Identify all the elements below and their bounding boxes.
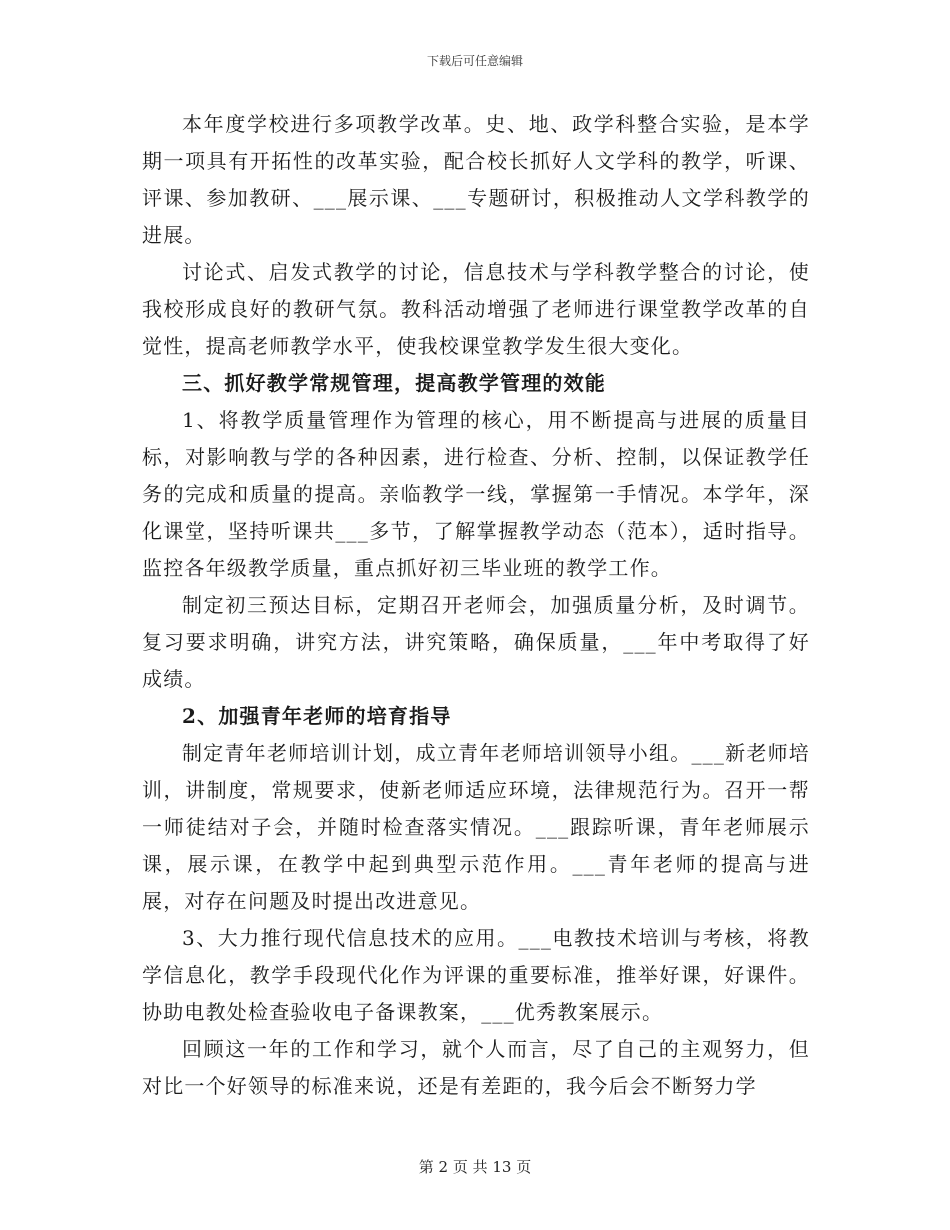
paragraph-5: 制定青年老师培训计划，成立青年老师培训领导小组。___新老师培训，讲制度，常规要求，使新老师适应环境，法律规范行为。召开一帮一师徒结对子会，并随时检查落实情况。___跟踪听课，青年老师展示课，展示课，在教学中起到典型示范作用。___青年老师的提高与进展，对存在问题及时提出改进意见。 <box>142 741 810 913</box>
paragraph-1: 本年度学校进行多项教学改革。史、地、政学科整合实验，是本学期一项具有开拓性的改革实验，配合校长抓好人文学科的教学，听课、评课、参加教研、___展示课、___专题研讨，积极推动人文学科教学的进展。 <box>142 112 810 247</box>
page-header-note: 下载后可任意编辑 <box>426 54 523 68</box>
paragraph-4: 制定初三预达目标，定期召开老师会，加强质量分析，及时调节。复习要求明确，讲究方法，讲究策略，确保质量，___年中考取得了好成绩。 <box>142 593 810 691</box>
paragraph-7: 回顾这一年的工作和学习，就个人而言，尽了自己的主观努力，但对比一个好领导的标准来说，还是有差距的，我今后会不断努力学 <box>142 1037 810 1098</box>
paragraph-6: 3、大力推行现代信息技术的应用。___电教技术培训与考核，将教学信息化，教学手段现代化作为评课的重要标准，推举好课，好课件。协助电教处检查验收电子备课教案，___优秀教案展示。 <box>142 926 810 1024</box>
subsection-heading-2: 2、加强青年老师的培育指导 <box>182 704 452 728</box>
page-number: 第 2 页 共 13 页 <box>418 1158 532 1176</box>
section-heading-3: 三、抓好教学常规管理，提高教学管理的效能 <box>182 371 606 395</box>
paragraph-3: 1、将教学质量管理作为管理的核心，用不断提高与进展的质量目标，对影响教与学的各种因素，进行检查、分析、控制，以保证教学任务的完成和质量的提高。亲临教学一线，掌握第一手情况。本学年，深化课堂，坚持听课共___多节，了解掌握教学动态（范本），适时指导。监控各年级教学质量，重点抓好初三毕业班的教学工作。 <box>142 408 810 580</box>
paragraph-2: 讨论式、启发式教学的讨论，信息技术与学科教学整合的讨论，使我校形成良好的教研气氛。教科活动增强了老师进行课堂教学改革的自觉性，提高老师教学水平，使我校课堂教学发生很大变化。 <box>142 260 810 358</box>
document-body <box>142 106 810 1105</box>
